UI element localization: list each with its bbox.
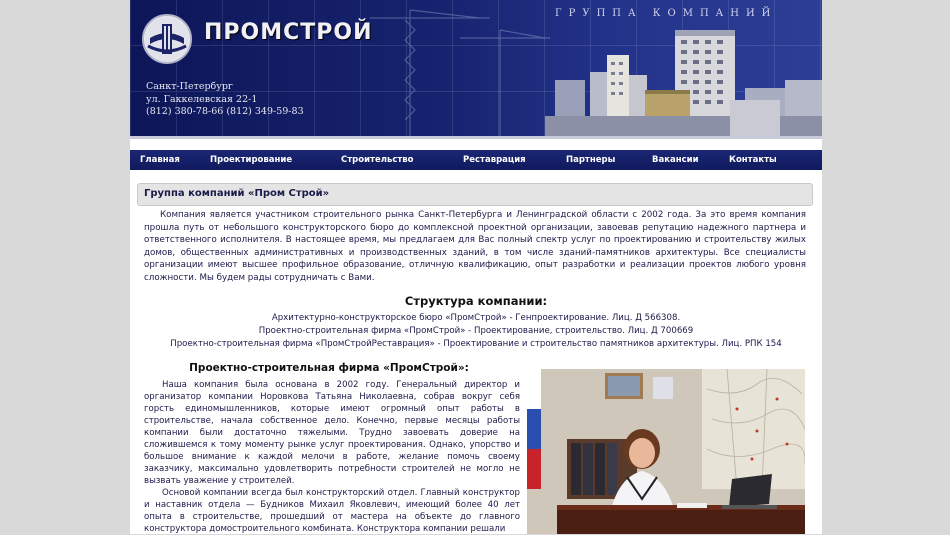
nav-contacts[interactable]: Контакты [729,155,777,165]
page-title: Группа компаний «Пром Строй» [144,188,330,199]
nav-partners[interactable]: Партнеры [566,155,616,165]
address-phones: (812) 380-78-66 (812) 349-59-83 [146,106,304,117]
logo-icon[interactable] [142,14,192,64]
intro-paragraph: Компания является участником строительного рынка Санкт-Петербурга и Ленинградской области с 2002 года. За это время компания прошла путь от небольшого конструкторского бюро до комплексной проектной организации, завоевав репутацию надежного партнера и ответственного исполнителя. В настоящее время, мы предлагаем для Вас полный спектр услуг по проектированию и строительству жилых домов, общественных административных и производственных зданий, в том числе зданий-памятников архитектуры. Все специалисты организации имеют высшее профильное образование, отличную квалификацию, опыт разработки и реализации проектов любого уровня сложности. Мы будем рады сотрудничать с Вами. [144,210,806,283]
nav-vacancies[interactable]: Вакансии [652,155,699,165]
address-city: Санкт-Петербург [146,81,233,92]
crane-silhouette-icon [350,0,550,136]
structure-item: Архитектурно-конструкторское бюро «ПромСтрой» - Генпроектирование. Лиц. Д 566308. [271,313,681,323]
director-photo [527,369,805,534]
section-title-bar [137,183,813,206]
site-header [130,0,822,139]
logo-text[interactable]: ПРОМСТРОЙ [204,20,373,45]
firm-heading: Проектно-строительная фирма «ПромСтрой»: [189,362,469,374]
structure-heading: Структура компании: [404,294,548,308]
main-nav [130,150,822,170]
structure-item: Проектно-строительная фирма «ПромСтройРеставрация» - Проектирование и строительство памятников архитектуры. Лиц. РПК 154 [170,339,782,350]
firm-paragraph: Основой компании всегда был конструкторский отдел. Главный конструктор и наставник отдела — Будников Михаил Яковлевич, имеющий более 40 лет опыта в строительстве, прошедший от мастера на объекте до главного конструктора домостроительного комбината. Конструктора компании решали [144,488,520,534]
nav-design[interactable]: Проектирование [210,155,293,165]
structure-item: Проектно-строительная фирма «ПромСтрой» - Проектирование, строительство. Лиц. Д 700669 [258,326,694,337]
address-block [146,81,304,119]
structure-list [130,312,822,352]
nav-restoration[interactable]: Реставрация [463,155,526,165]
nav-home[interactable]: Главная [140,155,180,165]
buildings-illustration [545,20,822,136]
firm-paragraph: Наша компания была основана в 2002 году. Генеральный директор и организатор компании Норовкова Татьяна Николаевна, собрав вокруг себя горсть единомышленников, которые имеют огромный опыт работы в строительстве, начала собственное дело. Конечно, первые месяцы работы компании были достаточно тяжелыми. Трудно завоевать доверие на сложившемся к тому моменту рынке услуг проектирования. Однако, упорство и большое внимание к каждой мелочи в работе, желание помочь своему заказчику, максимально удовлетворить потребности строителей не могло не вызвать уважение у строителей. [144,380,520,486]
page [130,0,822,534]
nav-construction[interactable]: Строительство [341,155,414,165]
group-label: ГРУППА КОМПАНИЙ [555,8,778,19]
address-street: ул. Гаккелевская 22-1 [146,93,258,105]
firm-description [144,379,520,535]
